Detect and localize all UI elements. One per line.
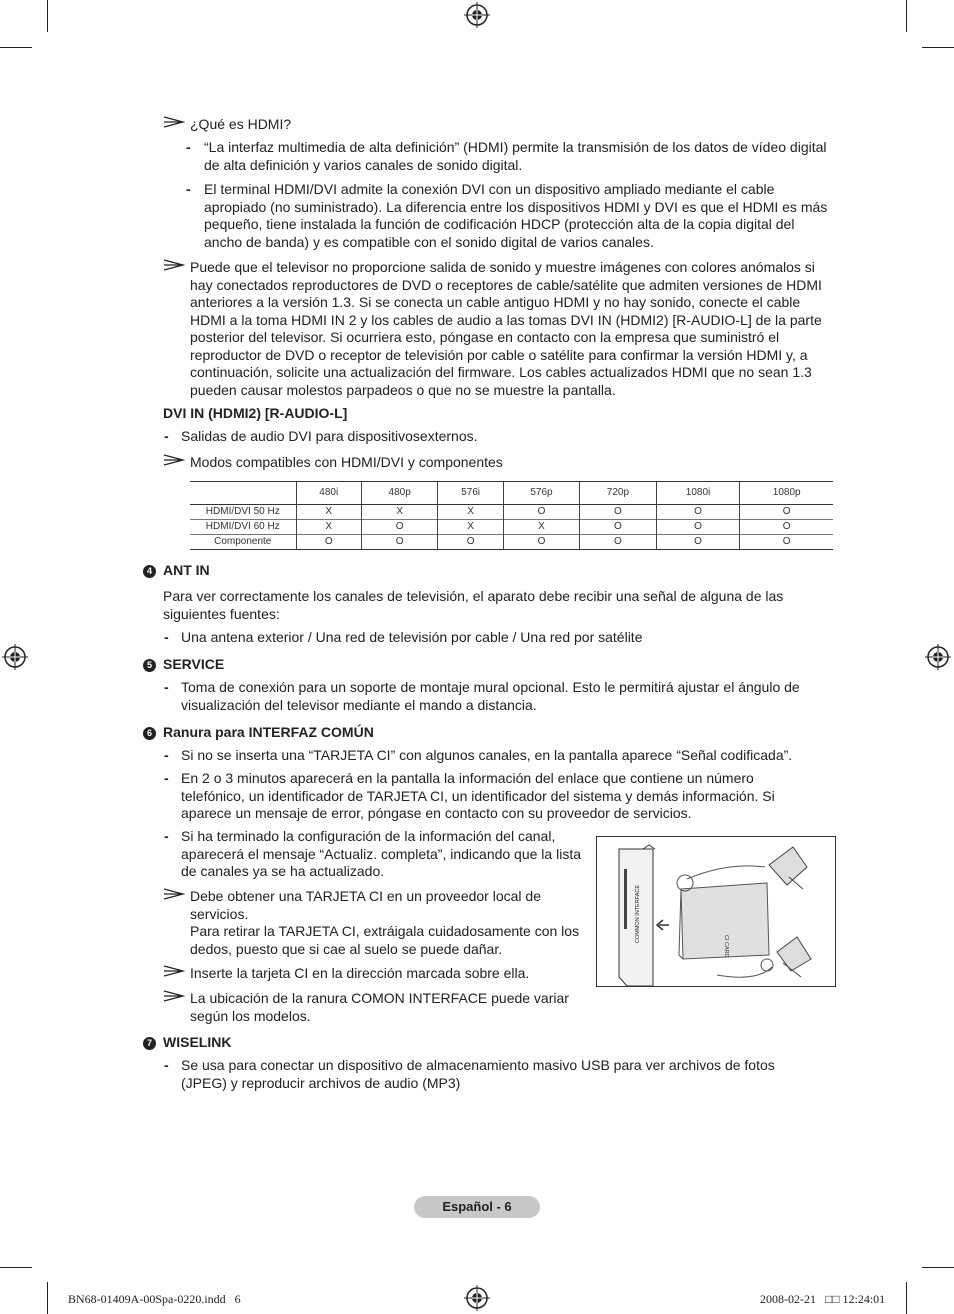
registration-mark-icon bbox=[464, 2, 490, 28]
section-title: WISELINK bbox=[163, 1034, 232, 1050]
section-number-badge: 7 bbox=[143, 1037, 156, 1050]
bullet-dash: - bbox=[164, 1057, 169, 1073]
registration-mark-icon bbox=[2, 644, 28, 670]
bullet-dash: - bbox=[164, 629, 169, 645]
bullet-text: Si ha terminado la configuración de la información del canal, aparecerá el mensaje “Actualiz. completa”, indicando que la lista de canales ya se ha actualizado. bbox=[181, 828, 581, 879]
crop-mark bbox=[47, 1282, 48, 1314]
bullet-text: Salidas de audio DVI para dispositivosexternos. bbox=[181, 428, 478, 444]
section-heading-ant-in bbox=[143, 562, 210, 580]
table-cell: X bbox=[503, 520, 579, 535]
crop-mark bbox=[906, 0, 907, 32]
table-cell: O bbox=[656, 505, 740, 520]
ci-card-illustration bbox=[596, 836, 836, 987]
section-heading-common-interface bbox=[143, 724, 374, 742]
column-header: 720p bbox=[580, 482, 656, 505]
crop-mark bbox=[922, 47, 954, 48]
note-ci-card bbox=[163, 888, 588, 960]
note-arrow-icon bbox=[163, 454, 185, 466]
table-cell: O bbox=[656, 520, 740, 535]
table-row bbox=[190, 520, 833, 535]
figure-card-label: CI CARD bbox=[723, 935, 729, 958]
note-slot-location bbox=[163, 990, 593, 1026]
note-what-is-hdmi bbox=[163, 116, 363, 134]
bullet-dash: - bbox=[186, 139, 191, 155]
crop-mark bbox=[906, 1282, 907, 1314]
note-text: Puede que el televisor no proporcione salida de sonido y muestre imágenes con colores anómalos si hay conectados reproductores de DVD o receptores de cable/satélite que admiten versiones de HDMI anteriores a la versión 1.3. Si se conecta un cable antiguo HDMI y no hay sonido, conecte el cable HDMI a la toma HDMI IN 2 y los cables de audio a las tomas DVI IN (HDMI2) [R-AUDIO-L] de la parte posterior del televisor. Si ocurriera esto, póngase en contacto con la empresa que suministró el reproductor de DVD o receptor de televisión por cable o satélite para confirmar la versión HDMI y, a continuación, solicite una actualización del firmware. Los cables actualizados HDMI que no sean 1.3 pueden causar molestos parpadeos o que no se muestre la pantalla. bbox=[190, 259, 822, 398]
note-hdmi-compat bbox=[163, 259, 836, 399]
bullet-dash: - bbox=[164, 770, 169, 786]
bullet-text: “La interfaz multimedia de alta definición” (HDMI) permite la transmisión de los datos de vídeo digital de alta definición y varios canales de sonido digital. bbox=[204, 139, 827, 173]
column-header: 480i bbox=[296, 482, 361, 505]
paragraph: Para ver correctamente los canales de televisión, el aparato debe recibir una señal de alguna de las siguientes fuentes: bbox=[163, 588, 784, 622]
table-cell: O bbox=[361, 535, 437, 550]
print-slug-file: BN68-01409A-00Spa-0220.indd 6 bbox=[68, 1292, 241, 1306]
bullet-dash: - bbox=[164, 828, 169, 844]
table-cell: O bbox=[503, 535, 579, 550]
note-text: Modos compatibles con HDMI/DVI y componentes bbox=[190, 454, 503, 470]
note-arrow-icon bbox=[163, 116, 185, 128]
registration-mark-icon bbox=[464, 1285, 490, 1311]
page-number-label: Español - 6 bbox=[414, 1196, 540, 1218]
bullet-text: Toma de conexión para un soporte de montaje mural opcional. Esto le permitirá ajustar el ángulo de visualización del televisor mediante el mando a distancia. bbox=[181, 679, 800, 713]
section-heading-wiselink bbox=[143, 1034, 231, 1052]
table-cell: X bbox=[438, 520, 503, 535]
bullet-text: Se usa para conectar un dispositivo de almacenamiento masivo USB para ver archivos de fotos (JPEG) y reproducir archivos de audio (MP3) bbox=[181, 1057, 775, 1091]
table-row bbox=[190, 505, 833, 520]
bullet-dash: - bbox=[164, 747, 169, 763]
table-cell: HDMI/DVI 60 Hz bbox=[190, 520, 296, 535]
bullet-text: Si no se inserta una “TARJETA CI” con algunos canales, en la pantalla aparece “Señal codificada”. bbox=[181, 747, 793, 763]
bullet-dash: - bbox=[164, 679, 169, 695]
table-cell: X bbox=[296, 520, 361, 535]
table-cell: O bbox=[740, 520, 833, 535]
section-title: Ranura para INTERFAZ COMÚN bbox=[163, 724, 374, 740]
note-text: La ubicación de la ranura COMON INTERFACE puede variar según los modelos. bbox=[190, 990, 569, 1024]
table-cell: O bbox=[438, 535, 503, 550]
column-header: 1080i bbox=[656, 482, 740, 505]
section-heading: DVI IN (HDMI2) [R-AUDIO-L] bbox=[163, 405, 348, 421]
table-cell: X bbox=[438, 505, 503, 520]
table-cell: O bbox=[656, 535, 740, 550]
ci-card-drawing bbox=[597, 837, 835, 986]
section-heading-service bbox=[143, 656, 224, 674]
note-arrow-icon bbox=[163, 965, 185, 977]
compatible-modes-table bbox=[190, 481, 833, 550]
bullet-dash: - bbox=[164, 428, 169, 444]
table-cell: O bbox=[503, 505, 579, 520]
table-cell: HDMI/DVI 50 Hz bbox=[205, 506, 280, 517]
bullet-text: Una antena exterior / Una red de televisión por cable / Una red por satélite bbox=[181, 629, 643, 645]
figure-slot-label: COMMON INTERFACE bbox=[635, 884, 641, 943]
section-number-badge: 4 bbox=[143, 565, 156, 578]
section-number-badge: 5 bbox=[143, 659, 156, 672]
note-arrow-icon bbox=[163, 990, 185, 1002]
note-line: Para retirar la TARJETA CI, extráigala cuidadosamente con los dedos, puesto que si cae al suelo se puede dañar. bbox=[190, 923, 580, 957]
crop-mark bbox=[47, 0, 48, 32]
table-cell: Componente bbox=[190, 535, 296, 550]
crop-mark bbox=[0, 1267, 32, 1268]
bullet-text: En 2 o 3 minutos aparecerá en la pantalla la información del enlace que contiene un número telefónico, un identificador de TARJETA CI, un identificador del sistema y demás información. Si aparece un mensaje de error, póngase en contacto con su proveedor de servicios. bbox=[181, 770, 775, 821]
crop-mark bbox=[0, 47, 32, 48]
column-header: 576i bbox=[438, 482, 503, 505]
table-cell: O bbox=[580, 520, 656, 535]
print-slug-date: 2008-02-21 □□ 12:24:01 bbox=[760, 1292, 886, 1306]
registration-mark-icon bbox=[925, 644, 951, 670]
note-text bbox=[190, 888, 585, 958]
table-cell: O bbox=[580, 535, 656, 550]
table-cell: O bbox=[580, 505, 656, 520]
note-text: Inserte la tarjeta CI en la dirección marcada sobre ella. bbox=[190, 965, 530, 981]
table-cell: O bbox=[361, 520, 437, 535]
section-number-badge: 6 bbox=[143, 727, 156, 740]
crop-mark bbox=[922, 1267, 954, 1268]
bullet-text: El terminal HDMI/DVI admite la conexión DVI con un dispositivo ampliado mediante el cable apropiado (no suministrado). La diferencia entre los dispositivos HDMI y DVI es que el HDMI es más pequeño, tiene instalada la función de codificación HDCP (protección alta de la copia digital del ancho de banda) y es compatible con el sonido digital de varios canales. bbox=[204, 181, 828, 250]
note-arrow-icon bbox=[163, 888, 185, 900]
note-line: Debe obtener una TARJETA CI en un proveedor local de servicios. bbox=[190, 888, 541, 922]
section-title: ANT IN bbox=[163, 562, 210, 578]
note-arrow-icon bbox=[163, 259, 185, 271]
table-cell: O bbox=[740, 505, 833, 520]
note-compatible-modes bbox=[163, 454, 763, 472]
column-header: 576p bbox=[503, 482, 579, 505]
table-cell: X bbox=[361, 505, 437, 520]
note-insert-card bbox=[163, 965, 588, 983]
column-header: 1080p bbox=[740, 482, 833, 505]
table-cell: O bbox=[296, 535, 361, 550]
table-cell: O bbox=[740, 535, 833, 550]
bullet-dash: - bbox=[186, 181, 191, 197]
column-header bbox=[190, 482, 296, 505]
section-title: SERVICE bbox=[163, 656, 225, 672]
column-header: 480p bbox=[361, 482, 437, 505]
note-text: ¿Qué es HDMI? bbox=[190, 116, 292, 132]
table-header-row bbox=[190, 482, 833, 505]
table-cell: X bbox=[296, 505, 361, 520]
table-row bbox=[190, 535, 833, 550]
